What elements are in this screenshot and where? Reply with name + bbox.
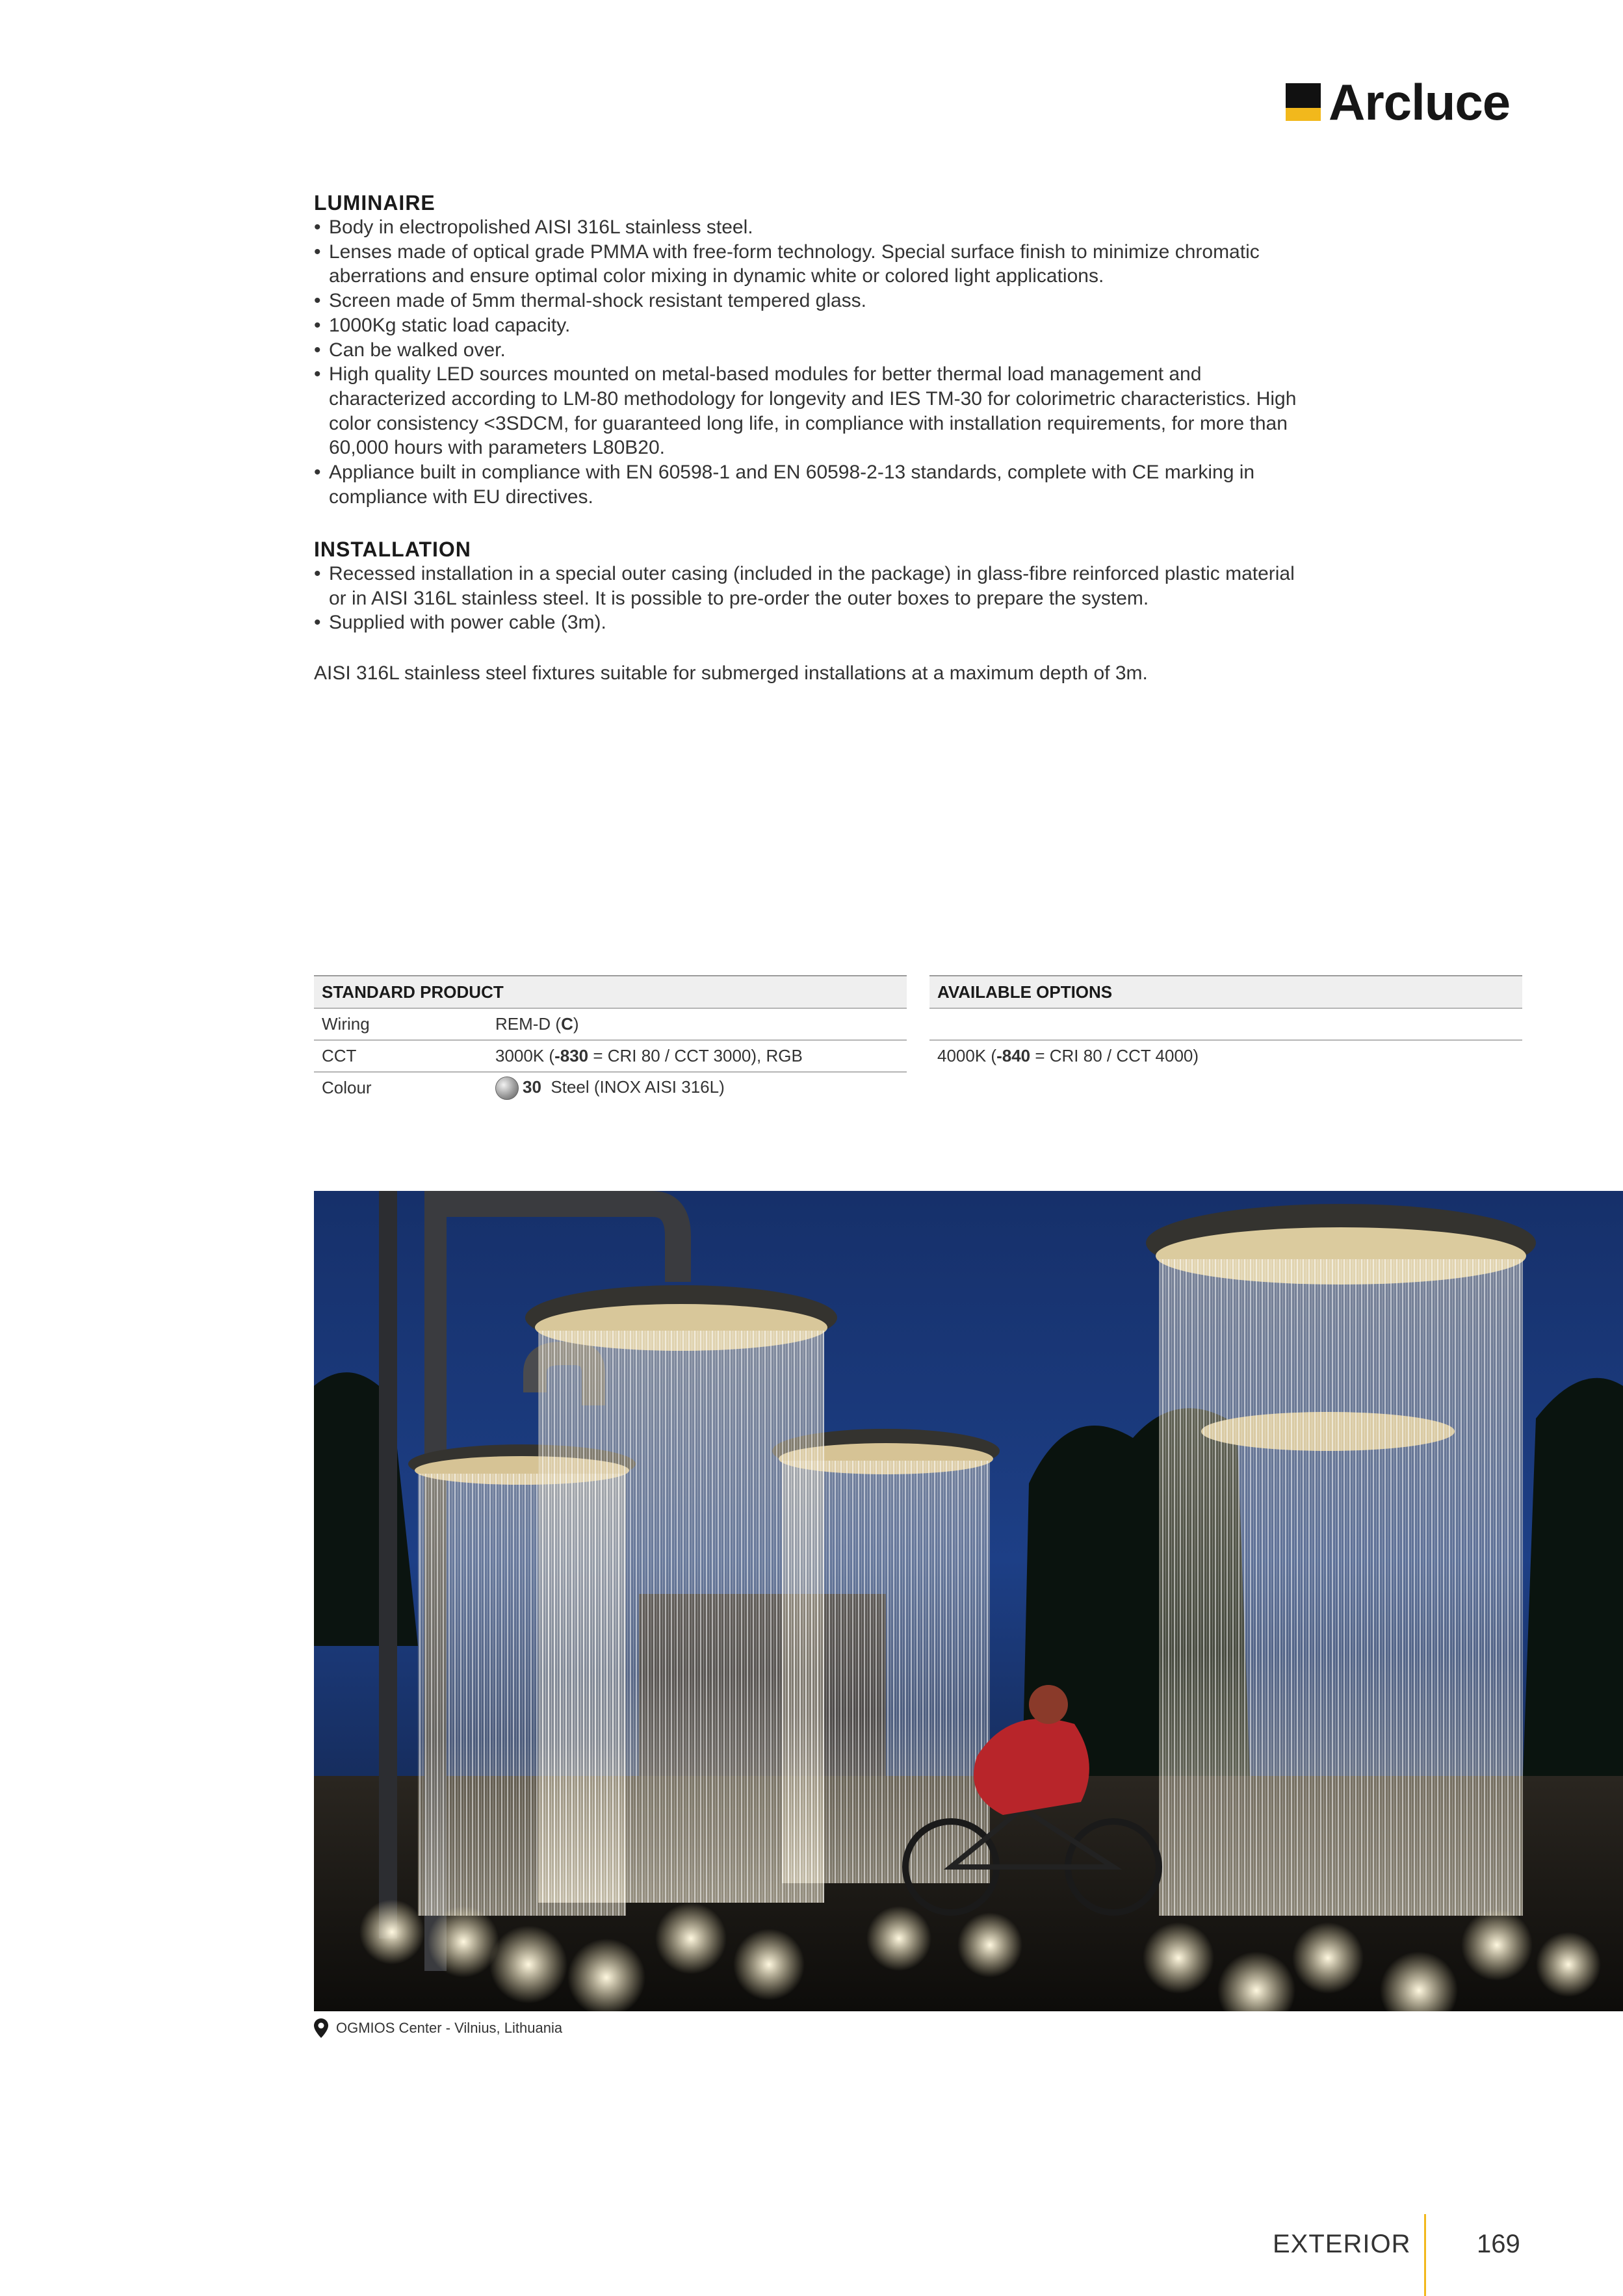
list-item: • Body in electropolished AISI 316L stainless steel. bbox=[314, 215, 1302, 240]
logo-mark-icon bbox=[1286, 83, 1321, 121]
colour-label: Colour bbox=[322, 1078, 372, 1097]
available-options-table bbox=[929, 975, 1522, 1071]
option-cct-value: 4000K (-840 = CRI 80 / CCT 4000) bbox=[937, 1046, 1199, 1065]
steel-swatch-icon bbox=[495, 1076, 519, 1100]
installation-heading: INSTALLATION bbox=[314, 538, 471, 561]
cct-value: 3000K (-830 = CRI 80 / CCT 3000), RGB bbox=[487, 1040, 907, 1072]
luminaire-list bbox=[314, 215, 1302, 509]
wiring-label: Wiring bbox=[314, 1008, 487, 1040]
table-row bbox=[929, 1008, 1522, 1040]
luminaire-heading: LUMINAIRE bbox=[314, 191, 435, 215]
luminaire-section bbox=[314, 190, 1302, 509]
table-row bbox=[314, 1072, 907, 1103]
caption-text: OGMIOS Center - Vilnius, Lithuania bbox=[336, 2020, 563, 2036]
location-pin-icon bbox=[314, 2018, 328, 2038]
page-number: 169 bbox=[1477, 2230, 1520, 2258]
table-row bbox=[314, 1008, 907, 1040]
list-item: • Can be walked over. bbox=[314, 338, 1302, 363]
brand-logo bbox=[1286, 73, 1511, 131]
standard-product-table bbox=[314, 975, 907, 1103]
list-item: • 1000Kg static load capacity. bbox=[314, 313, 1302, 338]
table-row bbox=[929, 1040, 1522, 1071]
list-item: • High quality LED sources mounted on metal-based modules for better thermal load management and characterized according to LM-80 methodology for longevity and IES TM-30 for colorimetric characteristics. High color consistency <3SDCM, for guaranteed long life, in compliance with installation requirements, for more than 60,000 hours with parameters L80B20. bbox=[314, 362, 1302, 460]
colour-value: 30 Steel (INOX AISI 316L) bbox=[487, 1072, 907, 1103]
available-options-header: AVAILABLE OPTIONS bbox=[929, 976, 1522, 1008]
list-item: • Screen made of 5mm thermal-shock resistant tempered glass. bbox=[314, 289, 1302, 313]
fountain-photo bbox=[314, 1191, 1623, 2011]
wiring-value: REM-D (C) bbox=[487, 1008, 907, 1040]
standard-product-header: STANDARD PRODUCT bbox=[314, 976, 907, 1008]
list-item: • Recessed installation in a special outer casing (included in the package) in glass-fibre reinforced plastic material or in AISI 316L stainless steel. It is possible to pre-order the outer boxes to prepare the system. bbox=[314, 562, 1302, 610]
submersion-note: AISI 316L stainless steel fixtures suitable for submerged installations at a maximum depth of 3m. bbox=[314, 662, 1148, 684]
list-item: • Supplied with power cable (3m). bbox=[314, 610, 1302, 635]
cct-label: CCT bbox=[314, 1040, 487, 1072]
table-row bbox=[314, 1040, 907, 1072]
installation-list bbox=[314, 562, 1302, 635]
footer-section-label: EXTERIOR bbox=[1273, 2230, 1411, 2258]
photo-caption bbox=[314, 2018, 562, 2038]
list-item: • Lenses made of optical grade PMMA with free-form technology. Special surface finish to minimize chromatic aberrations and ensure optimal color mixing in dynamic white or colored light applications. bbox=[314, 240, 1302, 289]
logo-text: Arcluce bbox=[1329, 73, 1511, 131]
footer-divider bbox=[1424, 2214, 1426, 2296]
list-item: • Appliance built in compliance with EN 60598-1 and EN 60598-2-13 standards, complete with CE marking in compliance with EU directives. bbox=[314, 460, 1302, 509]
installation-section bbox=[314, 537, 1302, 635]
